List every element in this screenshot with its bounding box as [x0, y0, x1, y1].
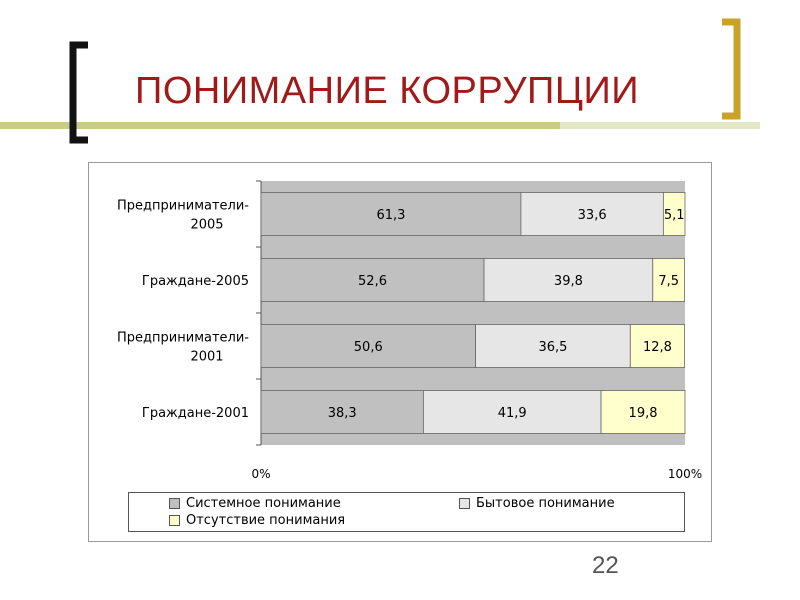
chart-frame — [88, 162, 712, 542]
page-title: ПОНИМАНИЕ КОРРУПЦИИ — [135, 70, 640, 112]
bar-value-label: 39,8 — [553, 274, 583, 289]
bar-value-label: 38,3 — [327, 406, 357, 421]
legend-swatch — [169, 498, 180, 509]
category-label: Граждане-2005 — [141, 274, 249, 289]
bar-value-label: 61,3 — [376, 208, 406, 223]
bar-value-label: 50,6 — [353, 340, 383, 355]
legend-swatch — [169, 515, 180, 526]
bar-value-label: 33,6 — [577, 208, 607, 223]
bar-value-label: 12,8 — [642, 340, 672, 355]
legend-entry — [169, 513, 345, 528]
x-tick-label: 100% — [667, 467, 703, 481]
slide-number: 22 — [592, 552, 619, 579]
bar-value-label: 19,8 — [628, 406, 658, 421]
bar-value-label: 52,6 — [358, 274, 387, 289]
legend-label: Системное понимание — [186, 496, 341, 511]
stacked-bar-chart — [89, 163, 713, 543]
category-label: 2005 — [190, 217, 224, 233]
x-tick-label: 0% — [251, 467, 271, 481]
title-rule — [0, 122, 560, 129]
bar-value-label: 41,9 — [497, 406, 527, 421]
legend-label: Бытовое понимание — [476, 496, 615, 511]
legend-swatch — [459, 498, 470, 509]
legend-entry — [459, 496, 615, 511]
bar-value-label: 36,5 — [538, 340, 568, 355]
title-rule-fade — [560, 122, 760, 129]
legend-entry — [169, 496, 341, 511]
legend-label: Отсутствие понимания — [186, 513, 346, 528]
category-label: Предприниматели- — [117, 198, 249, 214]
bar-value-label: 7,5 — [658, 274, 680, 289]
bar-value-label: 5,1 — [663, 208, 685, 223]
chart-legend — [128, 492, 685, 532]
right-bracket-icon — [722, 22, 737, 116]
category-label: Граждане-2001 — [141, 406, 249, 421]
category-label: Предприниматели- — [117, 330, 249, 346]
category-label: 2001 — [190, 349, 224, 365]
